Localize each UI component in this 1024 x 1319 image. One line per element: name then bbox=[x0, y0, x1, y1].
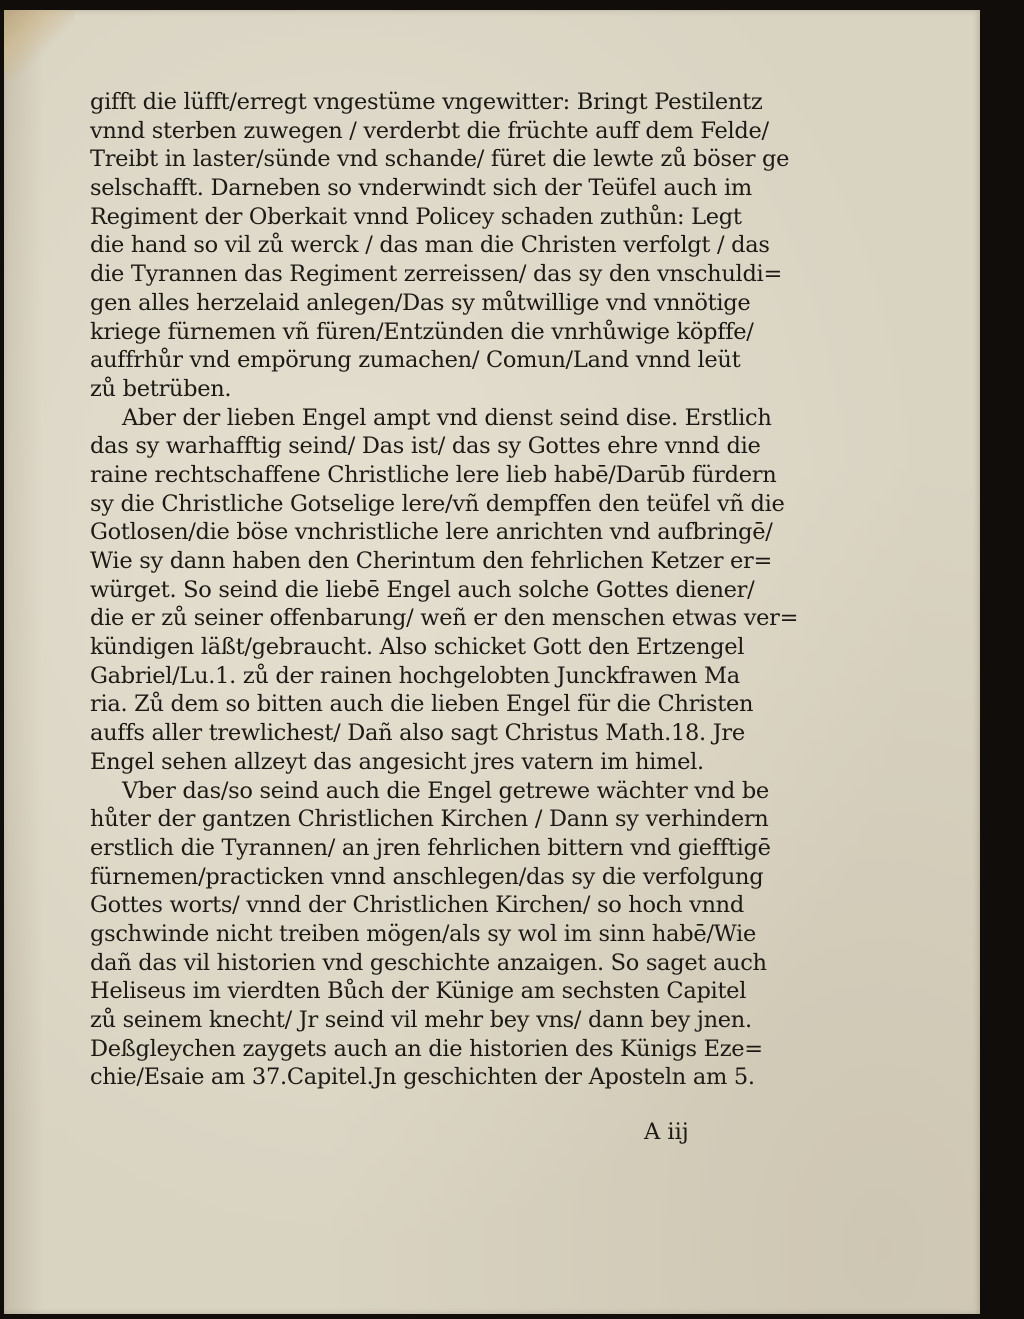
text-line: die er zů seiner offenbarung/ weñ er den menschen etwas ver= bbox=[90, 605, 799, 632]
text-line: auffrhůr vnd empörung zumachen/ Comun/Land vnnd leüt bbox=[90, 347, 741, 374]
text-line: ria. Zů dem so bitten auch die lieben Engel für die Christen bbox=[90, 691, 754, 718]
text-line: chie/Esaie am 37.Capitel.Jn geschichten der Aposteln am 5. bbox=[90, 1064, 755, 1091]
text-line: sy die Christliche Gotselige lere/vñ dempffen den teüfel vñ die bbox=[90, 490, 785, 517]
text-line: die hand so vil zů werck / das man die Christen verfolgt / das bbox=[90, 232, 770, 259]
text-line: Deßgleychen zaygets auch an die historien des Künigs Eze= bbox=[90, 1035, 763, 1062]
text-line: auffs aller trewlichest/ Dañ also sagt Christus Math.18. Jre bbox=[90, 720, 745, 747]
text-line: dañ das vil historien vnd geschichte anzaigen. So saget auch bbox=[90, 949, 767, 976]
paragraph-start-line: Aber der lieben Engel ampt vnd dienst seind dise. Erstlich bbox=[122, 404, 772, 431]
text-line: gschwinde nicht treiben mögen/als sy wol im sinn habē/Wie bbox=[90, 920, 756, 947]
text-line: kündigen läßt/gebraucht. Also schicket Gott den Ertzengel bbox=[90, 634, 745, 661]
book-page bbox=[4, 10, 980, 1314]
text-line: würget. So seind die liebē Engel auch solche Gottes diener/ bbox=[90, 576, 755, 603]
body-text bbox=[90, 88, 800, 1092]
text-line: Gottes worts/ vnnd der Christlichen Kirchen/ so hoch vnnd bbox=[90, 892, 744, 919]
text-line: vnnd sterben zuwegen / verderbt die früchte auff dem Felde/ bbox=[90, 117, 769, 144]
text-line: zů betrüben. bbox=[90, 375, 232, 402]
text-line: raine rechtschaffene Christliche lere lieb habē/Darūb fürdern bbox=[90, 461, 777, 488]
text-line: Heliseus im vierdten Bůch der Künige am sechsten Capitel bbox=[90, 978, 747, 1005]
text-line: Wie sy dann haben den Cherintum den fehrlichen Ketzer er= bbox=[90, 548, 773, 574]
text-line: Engel sehen allzeyt das angesicht jres vatern im himel. bbox=[90, 748, 704, 775]
text-line: gifft die lüfft/erregt vngestüme vngewitter: Bringt Pestilentz bbox=[90, 89, 763, 115]
text-line: das sy warhafftig seind/ Das ist/ das sy Gottes ehre vnnd die bbox=[90, 433, 761, 460]
text-line: selschafft. Darneben so vnderwindt sich der Teüfel auch im bbox=[90, 175, 752, 202]
text-line: Treibt in laster/sünde vnd schande/ füret die lewte zů böser ge bbox=[90, 146, 790, 173]
text-line: kriege fürnemen vñ füren/Entzünden die vnrhůwige köpffe/ bbox=[90, 318, 754, 345]
text-line: fürnemen/practicken vnnd anschlegen/das sy die verfolgung bbox=[90, 863, 764, 890]
text-line: zů seinem knecht/ Jr seind vil mehr bey vns/ dann bey jnen. bbox=[90, 1007, 752, 1033]
text-line: Gotlosen/die böse vnchristliche lere anrichten vnd aufbringē/ bbox=[90, 519, 773, 546]
text-line: gen alles herzelaid anlegen/Das sy můtwillige vnd vnnötige bbox=[90, 289, 751, 316]
text-line: hůter der gantzen Christlichen Kirchen / Dann sy verhindern bbox=[90, 806, 769, 833]
text-line: Gabriel/Lu.1. zů der rainen hochgelobten Junckfrawen Ma bbox=[90, 662, 740, 689]
text-line: Regiment der Oberkait vnnd Policey schaden zuthůn: Legt bbox=[90, 203, 742, 230]
corner-stain bbox=[4, 10, 74, 80]
paragraph-start-line: Vber das/so seind auch die Engel getrewe wächter vnd be bbox=[122, 777, 769, 804]
text-line: erstlich die Tyrannen/ an jren fehrlichen bittern vnd giefftigē bbox=[90, 834, 771, 861]
text-line: die Tyrannen das Regiment zerreissen/ das sy den vnschuldi= bbox=[90, 261, 782, 288]
signature-mark: A iij bbox=[644, 1119, 689, 1145]
